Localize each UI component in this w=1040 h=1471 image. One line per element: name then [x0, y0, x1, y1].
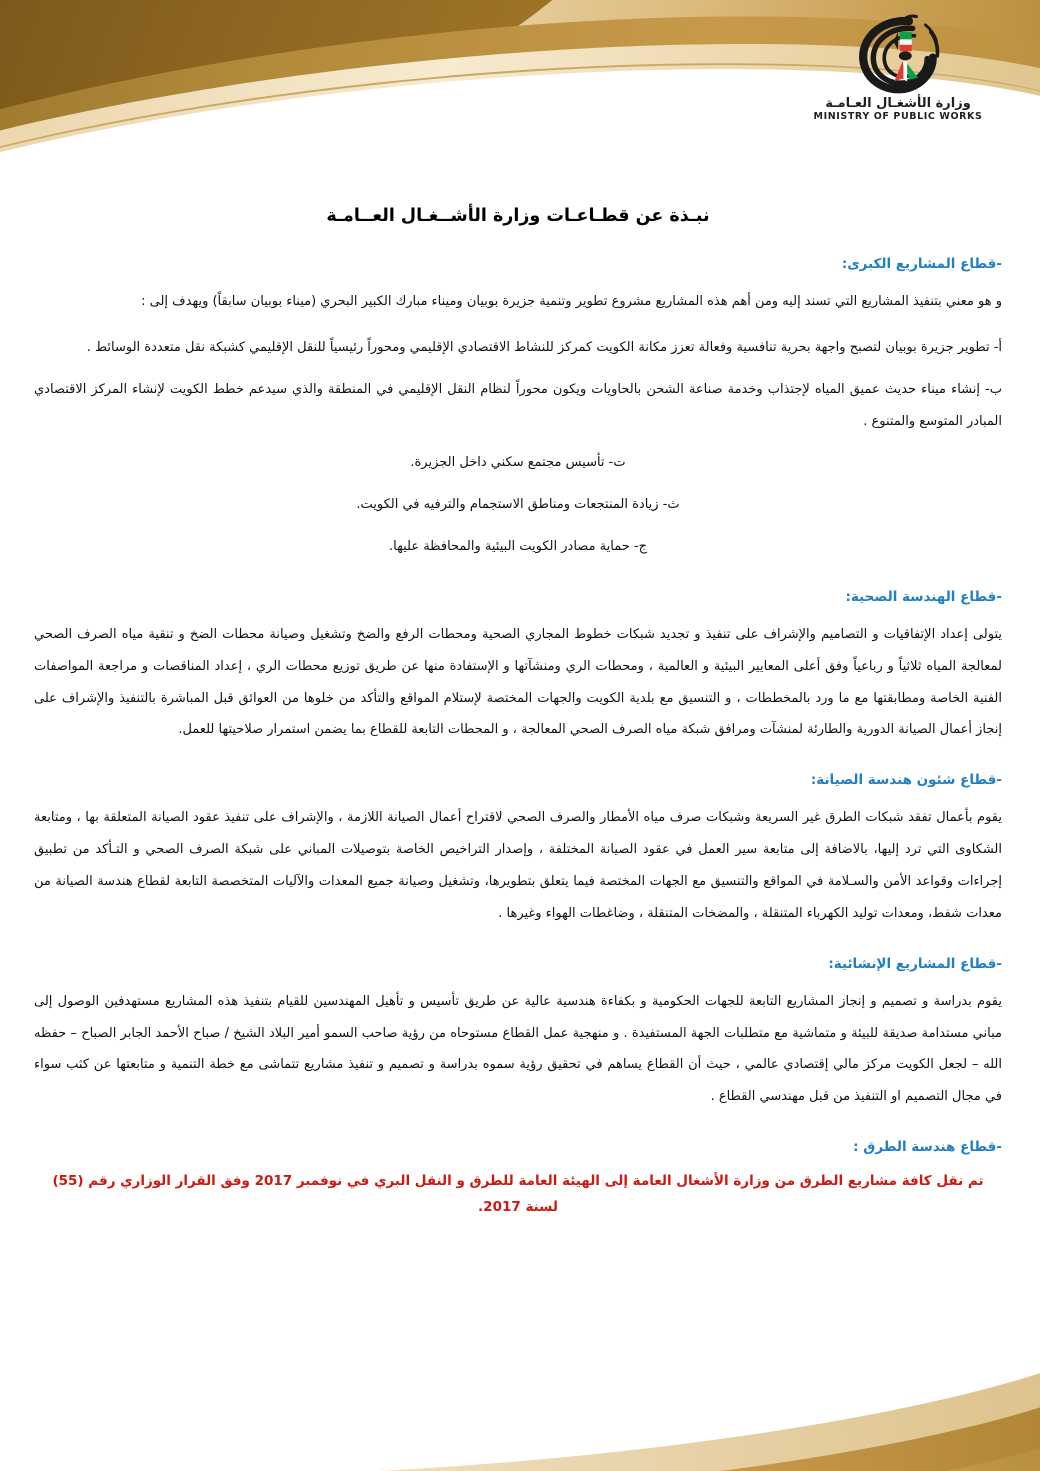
list-item: ث- زيادة المنتجعات ومناطق الاستجمام والترفيه في الكويت. [356, 497, 680, 513]
list-item: أ- تطوير جزيرة بوبيان لتصبح واجهة بحرية تنافسية وفعالة تعزز مكانة الكويت كمركز للنشاط الاقتصادي الإقليمي ومحوراً رئيسياً للنقل الإقليمي كشبكة نقل متعددة الوسائط . [86, 339, 1002, 355]
section-heading: -قطاع الهندسة الصحية: [845, 588, 1002, 605]
section-paragraph: يتولى إعداد الإتفاقيات و التصاميم والإشراف على تنفيذ و تجديد شبكات خطوط المجاري الصحية ومحطات الرفع والضخ وتشغيل وصيانة محطات الضخ و تنقية مياه الصرف الصحي لمعالجة المياه ثلاثياً و رباعياً وفق أعلى المعايير البيئية و العالمية ، ومحطات الري ومنشآتها و الإستفادة منها عن طريق توزيع محطات الري ، إعداد المناقصات و مراجعة المواصفات الفنية الخاصة ومطابقتها مع ما ورد بالمخططات ، و التنسيق مع بلدية الكويت والجهات المختصة لإستلام المواقع والتأكد من خلوها من العوائق قبل المباشرة بالتنفيذ والإشراف على إنجاز أعمال الصيانة الدورية والطارئة لمنشآت ومرافق شبكة مياه الصرف الصحي المعالجة ، و المحطات التابعة للقطاع بما يضمن استمرار صلاحيتها للعمل. [34, 626, 1002, 738]
section-heading: -قطاع هندسة الطرق : [853, 1139, 1002, 1156]
section-paragraph: و هو معني بتنفيذ المشاريع التي تسند إليه ومن أهم هذه المشاريع مشروع تطوير وتنمية جزيرة بوبيان وميناء مبارك الكبير البحري (ميناء بوبيان سابقاً) ويهدف إلى : [141, 294, 1002, 309]
document-content [0, 196, 1040, 1220]
section-sanitary-engineering [34, 589, 1002, 746]
section-mega-projects [34, 256, 1002, 563]
section-roads-engineering [34, 1139, 1002, 1220]
section-heading: -قطاع المشاريع الإنشائية: [828, 955, 1002, 972]
list-item: ت- تأسيس مجتمع سكني داخل الجزيرة. [410, 455, 626, 471]
page-title: نبـذة عن قطـاعـات وزارة الأشــغـال العــامـة [326, 206, 710, 226]
section-paragraph: يقوم بأعمال تفقد شبكات الطرق غير السريعة وشبكات صرف مياه الأمطار والصرف الصحي لاقتراح أعمال الصيانة اللازمة ، والإشراف على تنفيذ عقود الصيانة المتعلقة بها ، ومتابعة الشكاوى التي ترد إليها، بالاضافة إلى متابعة سير العمل في عقود الصيانة المختلفة ، وإصدار التراخيص الخاصة بتوصيلات المباني على شبكة الصرف الصحي و التـأكد من تطبيق إجراءات وقواعد الأمن والسـلامة في المواقع والتنسيق مع الجهات المختصة فيما يتعلق بتطويرها، وتشغيل وصيانة جميع المعدات والآليات المتخصصة التابعة لقطاع هندسة الصيانة من معدات شفط، ومعدات توليد الكهرباء المتنقلة ، والمضخات المتنقلة ، وضاغطات الهواء وغيرها . [34, 810, 1002, 921]
logo-english-name: MINISTRY OF PUBLIC WORKS [813, 111, 983, 123]
list-item: ج- حماية مصادر الكويت البيئية والمحافظة عليها. [389, 539, 647, 555]
section-construction-projects [34, 956, 1002, 1113]
list-item: ب- إنشاء ميناء حديث عميق المياه لإجتذاب وخدمة صناعة الشحن بالحاويات ويكون محوراً لنظام النقل الإقليمي في المنطقة والذي سيدعم خطط الكويت لإنشاء المركز الاقتصادي المبادر المتوسع والمتنوع . [34, 381, 1002, 429]
logo-arabic-name: وزارة الأشغـال العـامـة [825, 96, 971, 111]
section-heading: -قطاع المشاريع الكبرى: [841, 256, 1002, 272]
footer-decorative-band [0, 1361, 1040, 1471]
ministry-logo [798, 12, 998, 124]
ministry-swirl-logo-icon [852, 12, 944, 96]
roads-transfer-note: تم نقل كافة مشاريع الطرق من وزارة الأشغال العامة إلى الهيئة العامة للطرق و النقل البري في نوفمبر 2017 وفق القرار الوزاري رقم (55) لسنة 2017. [52, 1173, 984, 1215]
section-maintenance-engineering [34, 772, 1002, 929]
section-paragraph: يقوم بدراسة و تصميم و إنجاز المشاريع التابعة للجهات الحكومية و بكفاءة هندسية عالية عن طريق تأسيس و تأهيل المهندسين للقيام بتنفيذ هذه المشاريع مستهدفين الوصول إلى مباني مستدامة صديقة للبيئة و متماشية مع متطلبات الجهة المستفيدة . و منهجية عمل القطاع مستوحاه من رؤية صاحب السمو أمير البلاد الشيخ / صباح الأحمد الجابر الصباح – حفظه الله – لجعل الكويت مركز مالي إقتصادي عالمي ، حيث أن القطاع يساهم في تحقيق رؤية سموه بدراسة و تصميم و تنفيذ مشاريع تتماشى مع خطة التنمية و متابعتها عن كثب سواء في مجال التصميم او التنفيذ من قبل مهندسي القطاع . [34, 993, 1002, 1105]
section-heading: -قطاع شئون هندسة الصيانة: [810, 772, 1002, 789]
